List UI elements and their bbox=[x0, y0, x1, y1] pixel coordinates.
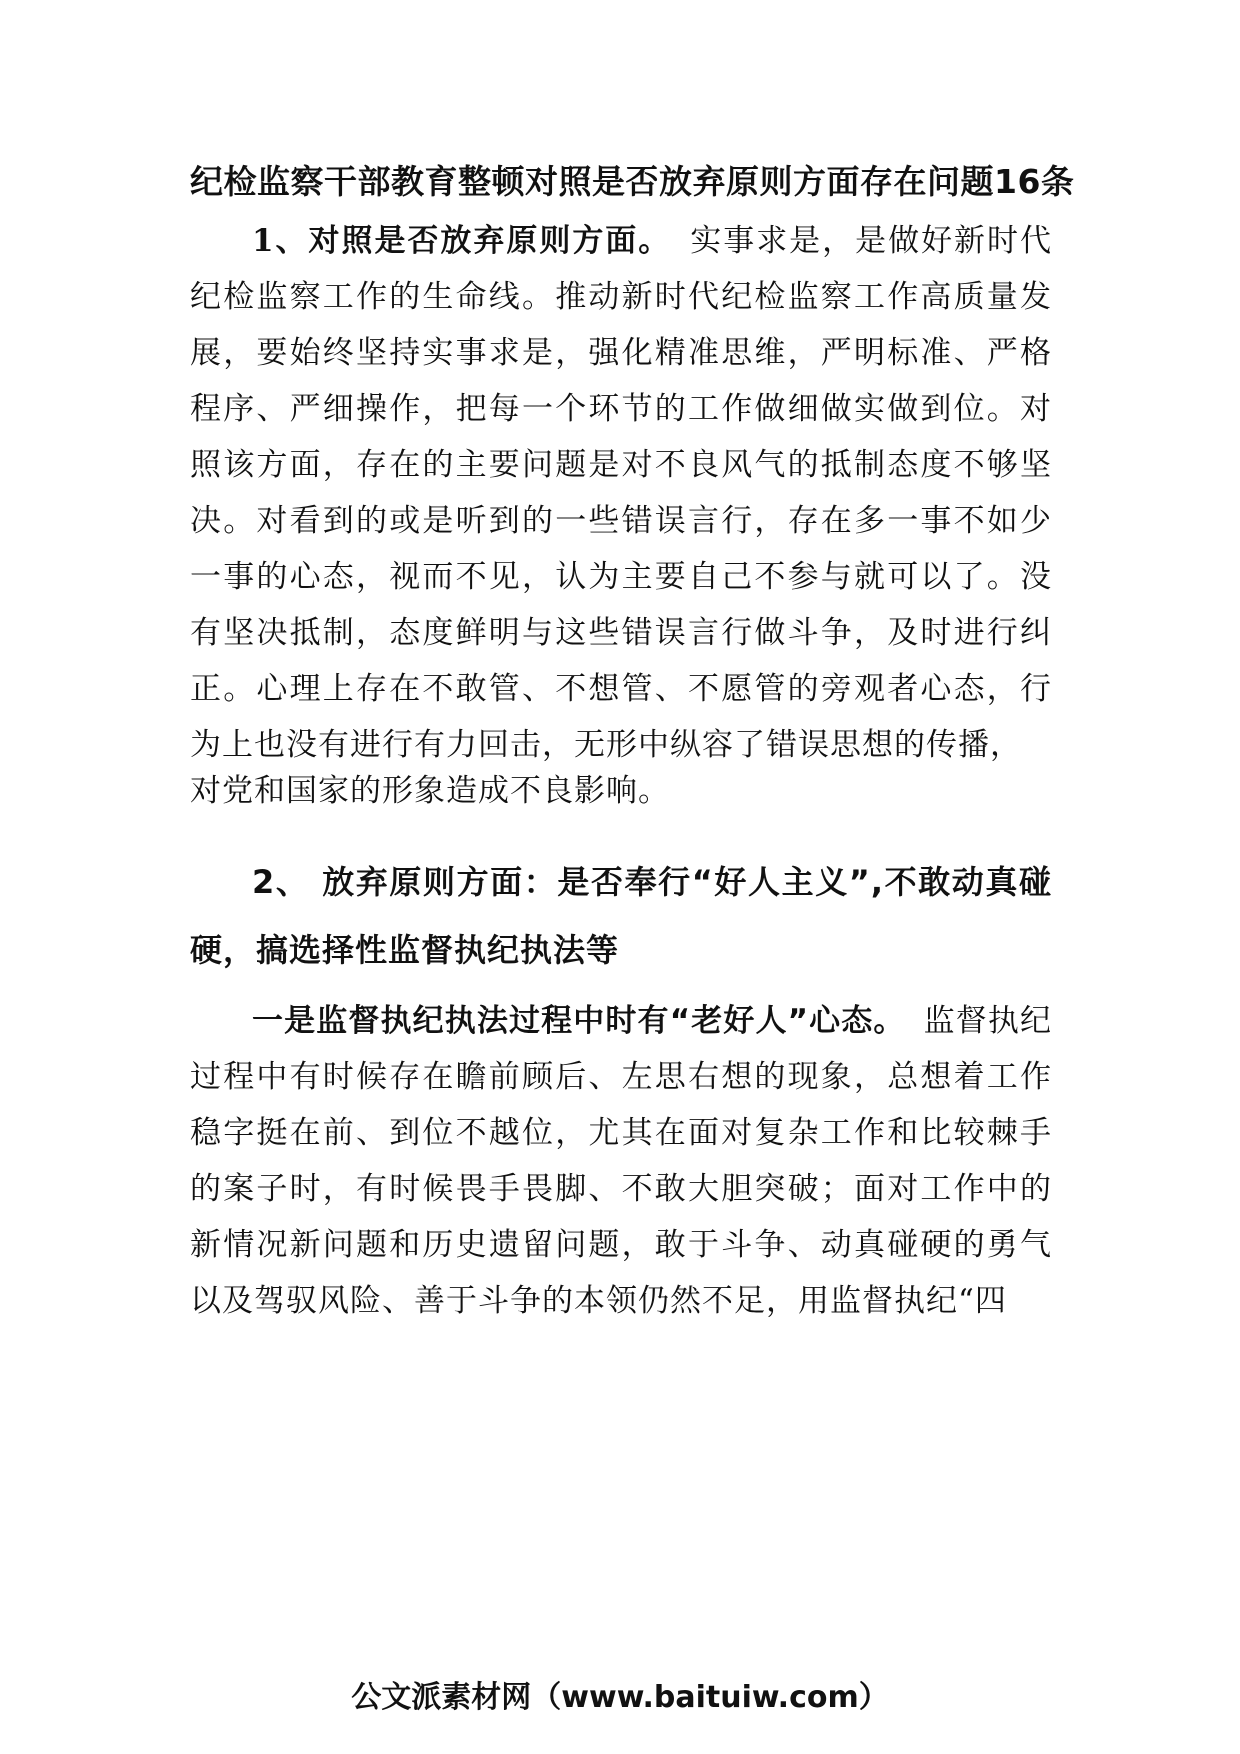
paragraph-3-body: 监督执纪过程中有时候存在瞻前顾后、左思右想的现象，总想着工作稳字挺在前、到位不越位，尤其在面对复杂工作和比较棘手的案子时，有时候畏手畏脚、不敢大胆突破；面对工作中的新情况新问题和历史遗留问题，敢于斗争、动真碰硬的勇气以及驾驭风险、善于斗争的本领仍然不足，用监督执纪“四 bbox=[190, 1003, 1053, 1319]
document-title: 纪检监察干部教育整顿对照是否放弃原则方面存在问题16条 bbox=[190, 162, 1075, 201]
paragraph-3-heading: 一是监督执纪执法过程中时有“老好人”心态。 bbox=[252, 1003, 906, 1039]
paragraph-1-tail: 对党和国家的形象造成不良影响。 bbox=[190, 773, 670, 809]
paragraph-3 bbox=[190, 993, 1052, 1329]
paragraph-1-heading: 1、对照是否放弃原则方面。 bbox=[252, 223, 672, 259]
paragraph-1-body: 实事求是，是做好新时代纪检监察工作的生命线。推动新时代纪检监察工作高质量发展，要始终坚持实事求是，强化精准思维，严明标准、严格程序、严细操作，把每一个环节的工作做细做实做到位。对照该方面，存在的主要问题是对不良风气的抵制态度不够坚决。对看到的或是听到的一些错误言行，存在多一事不如少一事的心态，视而不见，认为主要自己不参与就可以了。没有坚决抵制，态度鲜明与这些错误言行做斗争，及时进行纠正。心理上存在不敢管、不想管、不愿管的旁观者心态，行为上也没有进行有力回击，无形中纵容了错误思想的传播， bbox=[190, 223, 1052, 763]
paragraph-1 bbox=[190, 213, 1052, 773]
footer-watermark: 公文派素材网（www.baituiw.com） bbox=[351, 1680, 889, 1715]
paragraph-2-heading: 2、 放弃原则方面：是否奉行“好人主义”,不敢动真碰硬，搞选择性监督执纪执法等 bbox=[190, 863, 1052, 969]
